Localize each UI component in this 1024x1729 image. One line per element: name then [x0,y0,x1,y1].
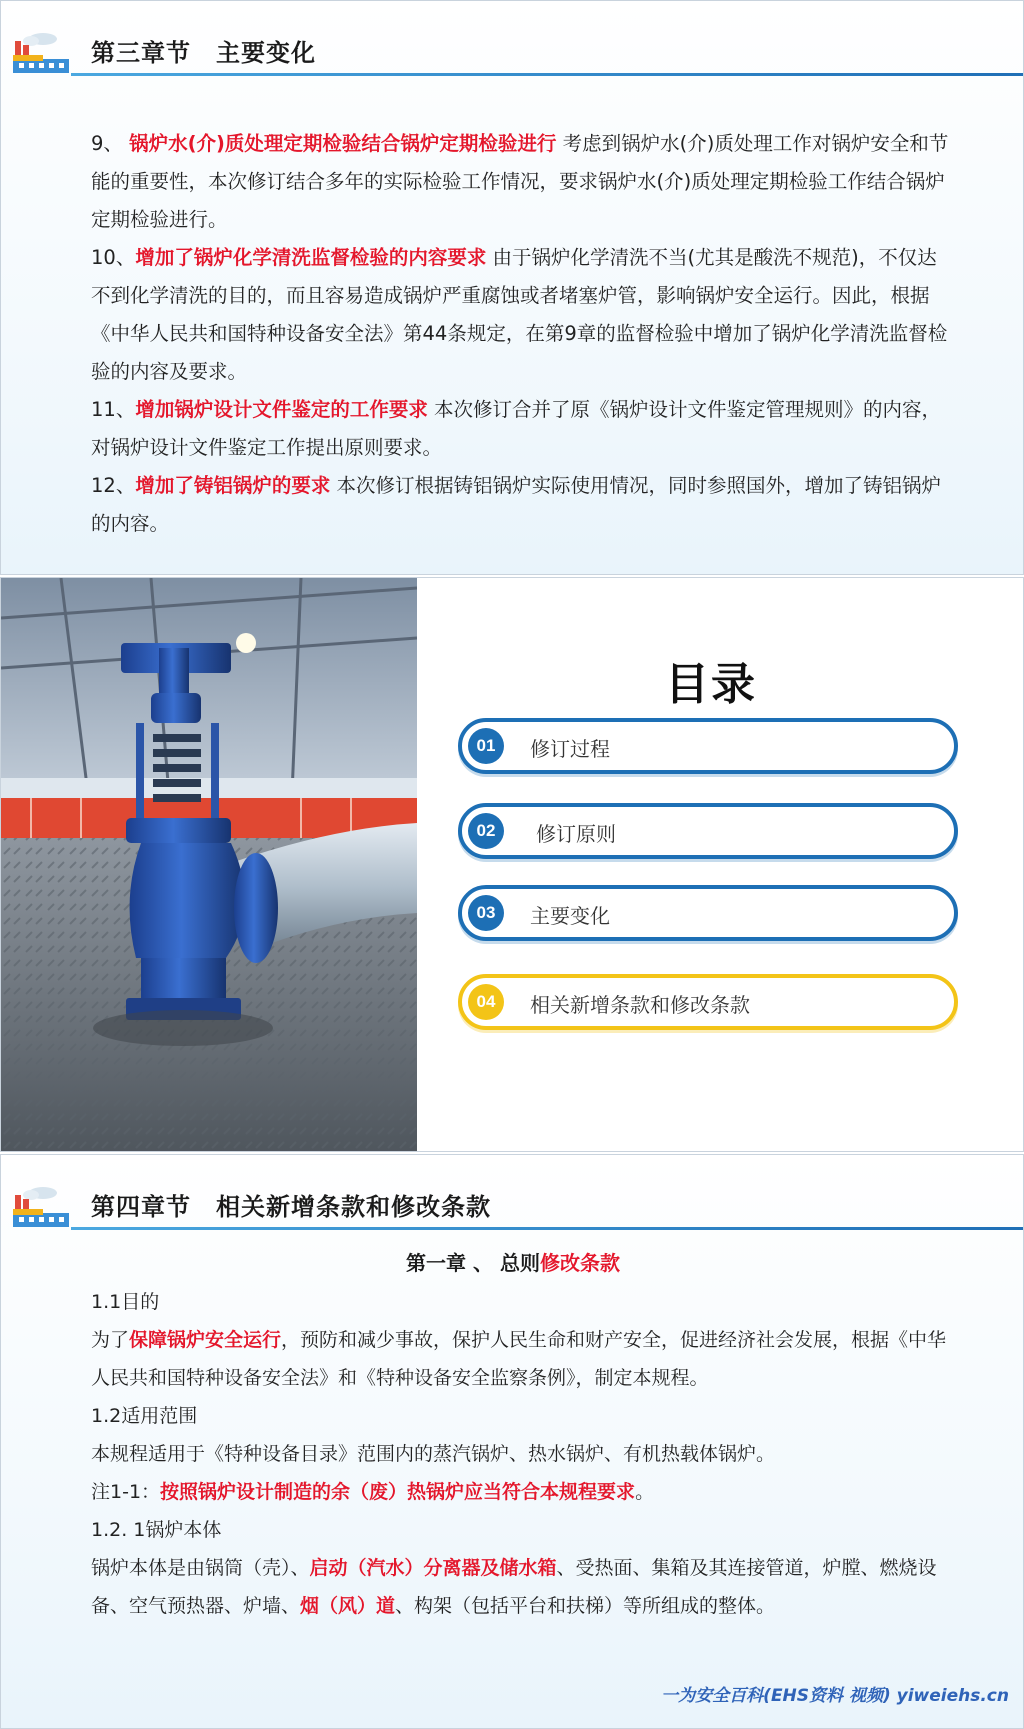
change-item-9: 9、 锅炉水(介)质处理定期检验结合锅炉定期检验进行 考虑到锅炉水(介)质处理工作对锅炉安全和节能的重要性，本次修订结合多年的实际检验工作情况，要求锅炉水(介)质处理定期检验工作结合锅炉定期检验进行。 [91,132,949,231]
header-divider [71,1227,1024,1230]
toc-number: 04 [468,984,504,1020]
change-item-11: 11、增加锅炉设计文件鉴定的工作要求 本次修订合并了原《锅炉设计文件鉴定管理规则》的内容，对锅炉设计文件鉴定工作提出原则要求。 [91,398,942,459]
toc-number: 01 [468,728,504,764]
slide-table-of-contents [0,577,1024,1152]
slide-main-changes [0,0,1024,575]
scope-text: 本规程适用于《特种设备目录》范围内的蒸汽锅炉、热水锅炉、有机热载体锅炉。 [91,1443,776,1465]
slide-header [1,1155,1024,1233]
toc-label: 相关新增条款和修改条款 [530,993,750,1017]
header-divider [71,73,1024,76]
slide-header [1,1,1024,79]
section-heading: 1.2适用范围 [91,1405,198,1427]
section-heading: 1.1目的 [91,1291,160,1313]
change-item-12: 12、增加了铸铝锅炉的要求 本次修订根据铸铝锅炉实际使用情况，同时参照国外，增加了铸铝锅炉的内容。 [91,474,942,535]
toc-label: 修订过程 [530,737,610,761]
safety-valve-photo [1,578,417,1152]
page-title: 第四章节 相关新增条款和修改条款 [91,1193,491,1221]
toc-number: 02 [468,813,504,849]
toc-item-revision-principles[interactable] [458,803,958,859]
purpose-text: 为了保障锅炉安全运行，预防和减少事故，保护人民生命和财产安全，促进经济社会发展，根据《中华人民共和国特种设备安全法》和《特种设备安全监察条例》，制定本规程。 [91,1329,947,1389]
toc-item-main-changes[interactable] [458,885,958,941]
note-text: 注1-1：按照锅炉设计制造的余（废）热锅炉应当符合本规程要求。 [91,1481,655,1503]
toc-label: 主要变化 [530,904,610,928]
clause-text [91,1283,951,1625]
slide-new-and-modified-clauses [0,1154,1024,1729]
toc-item-revision-process[interactable] [458,718,958,774]
section-heading: 1.2. 1锅炉本体 [91,1519,222,1541]
toc-item-new-and-modified-clauses[interactable] [458,974,958,1030]
valve-illustration [1,578,417,1152]
page-title: 第三章节 主要变化 [91,39,316,67]
watermark: 一为安全百科(EHS资料 视频) yiweiehs.cn [661,1686,1009,1706]
toc-label: 修订原则 [536,822,616,846]
toc-number: 03 [468,895,504,931]
change-item-10: 10、增加了锅炉化学清洗监督检验的内容要求 由于锅炉化学清洗不当(尤其是酸洗不规范)，不仅达不到化学清洗的目的，而且容易造成锅炉严重腐蚀或者堵塞炉管，影响锅炉安全运行。因此，根据《中华人民共和国特种设备安全法》第44条规定，在第9章的监督检验中增加了锅炉化学清洗监督检验的内容及要求。 [91,246,948,383]
factory-icon [9,1185,73,1229]
boiler-body-text: 锅炉本体是由锅筒（壳）、启动（汽水）分离器及储水箱、受热面、集箱及其连接管道，炉膛、燃烧设备、空气预热器、炉墙、烟（风）道、构架（包括平台和扶梯）等所组成的整体。 [91,1557,937,1617]
toc-title: 目录 [665,659,757,710]
chapter-title: 第一章 、 总则修改条款 [406,1251,620,1275]
change-list [91,125,951,543]
factory-icon [9,31,73,75]
